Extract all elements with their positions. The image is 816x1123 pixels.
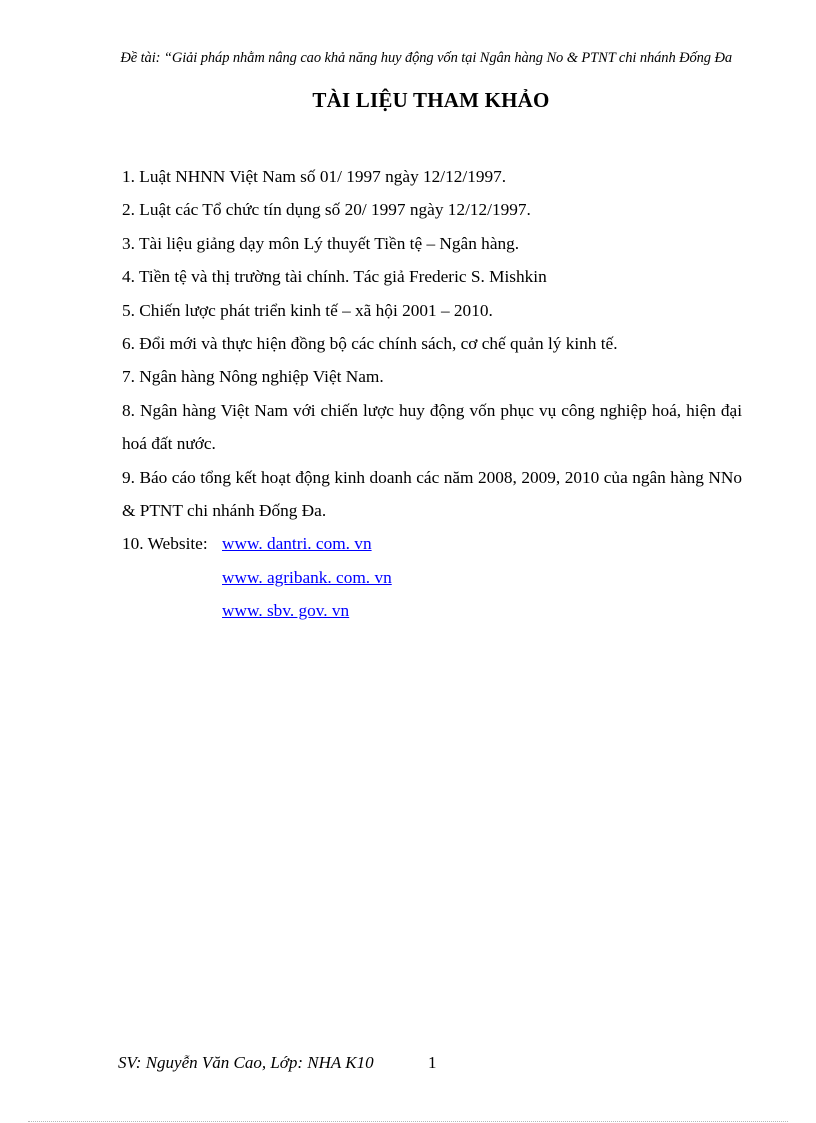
page-title: TÀI LIỆU THAM KHẢO [312, 88, 550, 112]
website-link-dantri[interactable]: www. dantri. com. vn [222, 534, 372, 554]
reference-list [122, 160, 742, 628]
document-header-topic: Đề tài: “Giải pháp nhằm nâng cao khả năng huy động vốn tại Ngân hàng No & PTNT chi nhánh Đống Đa [120, 50, 732, 66]
reference-item-10 [122, 527, 742, 560]
reference-item-6: 6. Đổi mới và thực hiện đồng bộ các chính sách, cơ chế quản lý kinh tế. [122, 334, 618, 354]
reference-item-3: 3. Tài liệu giảng dạy môn Lý thuyết Tiền tệ – Ngân hàng. [122, 233, 520, 253]
reference-item-2: 2. Luật các Tổ chức tín dụng số 20/ 1997 ngày 12/12/1997. [122, 200, 531, 220]
reference-item-4: 4. Tiền tệ và thị trường tài chính. Tác giả Frederic S. Mishkin [122, 267, 547, 287]
reference-item-8: 8. Ngân hàng Việt Nam với chiến lược huy động vốn phục vụ công nghiệp hoá, hiện đại hoá đất nước. [122, 400, 742, 454]
website-row-agribank [122, 561, 742, 594]
footer-student-info: SV: Nguyễn Văn Cao, Lớp: NHA K10 [118, 1053, 374, 1072]
website-row-sbv [122, 594, 742, 627]
reference-item-5: 5. Chiến lược phát triển kinh tế – xã hội 2001 – 2010. [122, 300, 493, 320]
reference-item-7: 7. Ngân hàng Nông nghiệp Việt Nam. [122, 367, 384, 387]
website-link-agribank[interactable]: www. agribank. com. vn [222, 567, 392, 587]
website-link-sbv[interactable]: www. sbv. gov. vn [222, 601, 350, 621]
page-number: 1 [428, 1053, 437, 1072]
page-bottom-divider [28, 1121, 788, 1122]
reference-item-1: 1. Luật NHNN Việt Nam số 01/ 1997 ngày 12/12/1997. [122, 167, 507, 186]
reference-item-9: 9. Báo cáo tổng kết hoạt động kinh doanh các năm 2008, 2009, 2010 của ngân hàng NNo & PTNT chi nhánh Đống Đa. [122, 467, 742, 521]
website-label: 10. Website: [122, 534, 208, 554]
